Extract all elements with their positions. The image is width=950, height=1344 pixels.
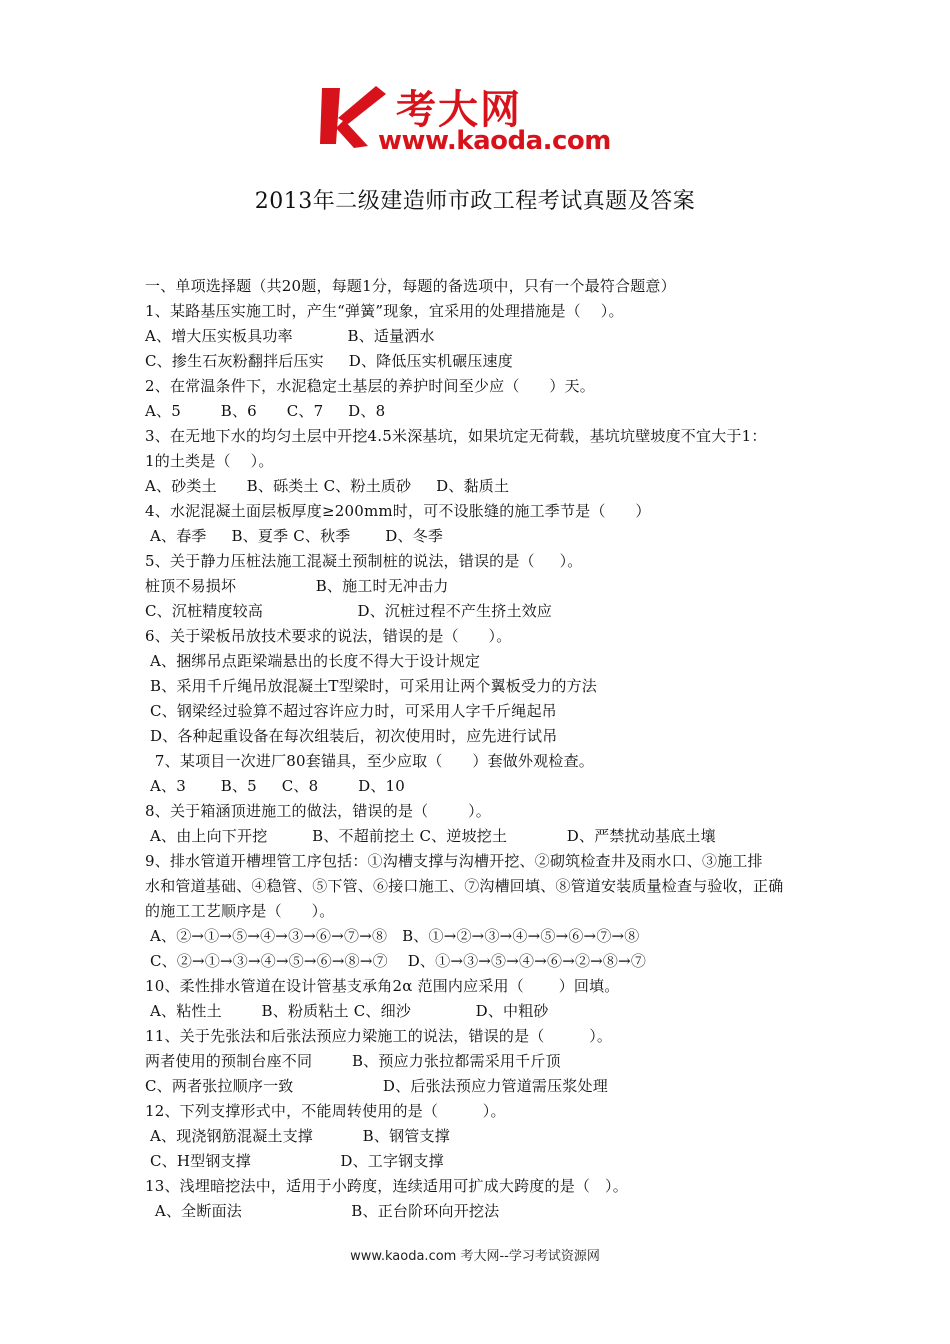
text-line: 1的土类是（ ）。 — [145, 452, 274, 470]
text-line: A、砂类土 B、砾类土 C、粉土质砂 D、黏质土 — [145, 477, 510, 495]
text-line: 的施工工艺顺序是（ ）。 — [145, 902, 335, 920]
text-line: 3、在无地下水的均匀土层中开挖4.5米深基坑，如果坑定无荷载，基坑坑壁坡度不宜大于1： — [145, 427, 767, 445]
text-line: 7、某项目一次进厂80套锚具，至少应取（ ）套做外观检查。 — [145, 752, 594, 770]
text-line: A、②→①→⑤→④→③→⑥→⑦→⑧ B、①→②→③→④→⑤→⑥→⑦→⑧ — [145, 927, 640, 945]
logo-url: www.kaoda.com — [378, 126, 611, 156]
text-line: A、3 B、5 C、8 D、10 — [145, 777, 406, 795]
text-line: 4、水泥混凝土面层板厚度≥200mm时，可不设胀缝的施工季节是（ ） — [145, 502, 651, 520]
text-line: C、掺生石灰粉翻拌后压实 D、降低压实机碾压速度 — [145, 352, 513, 370]
text-line: A、由上向下开挖 B、不超前挖土 C、逆坡挖土 D、严禁扰动基底土壤 — [145, 827, 716, 845]
text-line: C、H型钢支撑 D、工字钢支撑 — [145, 1152, 444, 1170]
text-line: 2、在常温条件下，水泥稳定土基层的养护时间至少应（ ）天。 — [145, 377, 595, 395]
text-line: 5、关于静力压桩法施工混凝土预制桩的说法，错误的是（ ）。 — [145, 552, 583, 570]
text-line: 1、某路基压实施工时，产生“弹簧”现象，宜采用的处理措施是（ ）。 — [145, 302, 624, 320]
document-body — [145, 274, 825, 1224]
text-line: A、粘性土 B、粉质粘土 C、细沙 D、中粗砂 — [145, 1002, 549, 1020]
text-line: 12、下列支撑形式中，不能周转使用的是（ ）。 — [145, 1102, 506, 1120]
text-line: A、捆绑吊点距梁端悬出的长度不得大于设计规定 — [145, 652, 481, 670]
text-line: 9、排水管道开槽埋管工序包括：①沟槽支撑与沟槽开挖、②砌筑检查井及雨水口、③施工排 — [145, 852, 763, 870]
text-line: A、5 B、6 C、7 D、8 — [145, 402, 386, 420]
text-line: A、全断面法 B、正台阶环向开挖法 — [145, 1202, 500, 1220]
text-line: 11、关于先张法和后张法预应力梁施工的说法，错误的是（ ）。 — [145, 1027, 613, 1045]
text-line: 桩顶不易损坏 B、施工时无冲击力 — [145, 577, 449, 595]
text-line: A、增大压实板具功率 B、适量洒水 — [145, 327, 435, 345]
text-line: C、②→①→③→④→⑤→⑥→⑧→⑦ D、①→③→⑤→④→⑥→②→⑧→⑦ — [145, 952, 647, 970]
text-line: A、春季 B、夏季 C、秋季 D、冬季 — [145, 527, 444, 545]
page-footer: www.kaoda.com 考大网--学习考试资源网 — [350, 1249, 600, 1264]
site-logo[interactable] — [318, 80, 638, 158]
text-line: 水和管道基础、④稳管、⑤下管、⑥接口施工、⑦沟槽回填、⑧管道安装质量检查与验收，正确 — [145, 877, 784, 895]
text-line: 13、浅埋暗挖法中，适用于小跨度，连续适用可扩成大跨度的是（ ）。 — [145, 1177, 628, 1195]
text-line: B、采用千斤绳吊放混凝土T型梁时，可采用让两个翼板受力的方法 — [145, 677, 597, 695]
text-line: A、现浇钢筋混凝土支撑 B、钢管支撑 — [145, 1127, 450, 1145]
text-line: 8、关于箱涵顶进施工的做法，错误的是（ ）。 — [145, 802, 491, 820]
text-line: 6、关于梁板吊放技术要求的说法，错误的是（ ）。 — [145, 627, 512, 645]
text-line: C、沉桩精度较高 D、沉桩过程不产生挤土效应 — [145, 602, 553, 620]
text-line: 两者使用的预制台座不同 B、预应力张拉都需采用千斤顶 — [145, 1052, 561, 1070]
text-line: 一、单项选择题（共20题，每题1分，每题的备选项中，只有一个最符合题意） — [145, 277, 676, 295]
text-line: C、两者张拉顺序一致 D、后张法预应力管道需压浆处理 — [145, 1077, 608, 1095]
logo-name: 考大网 — [396, 87, 522, 133]
text-line: 10、柔性排水管道在设计管基支承角2α 范围内应采用（ ）回填。 — [145, 977, 620, 995]
text-line: C、钢梁经过验算不超过容许应力时，可采用人字千斤绳起吊 — [145, 702, 557, 720]
text-line: D、各种起重设备在每次组装后，初次使用时，应先进行试吊 — [145, 727, 558, 745]
document-title: 2013年二级建造师市政工程考试真题及答案 — [254, 189, 696, 214]
